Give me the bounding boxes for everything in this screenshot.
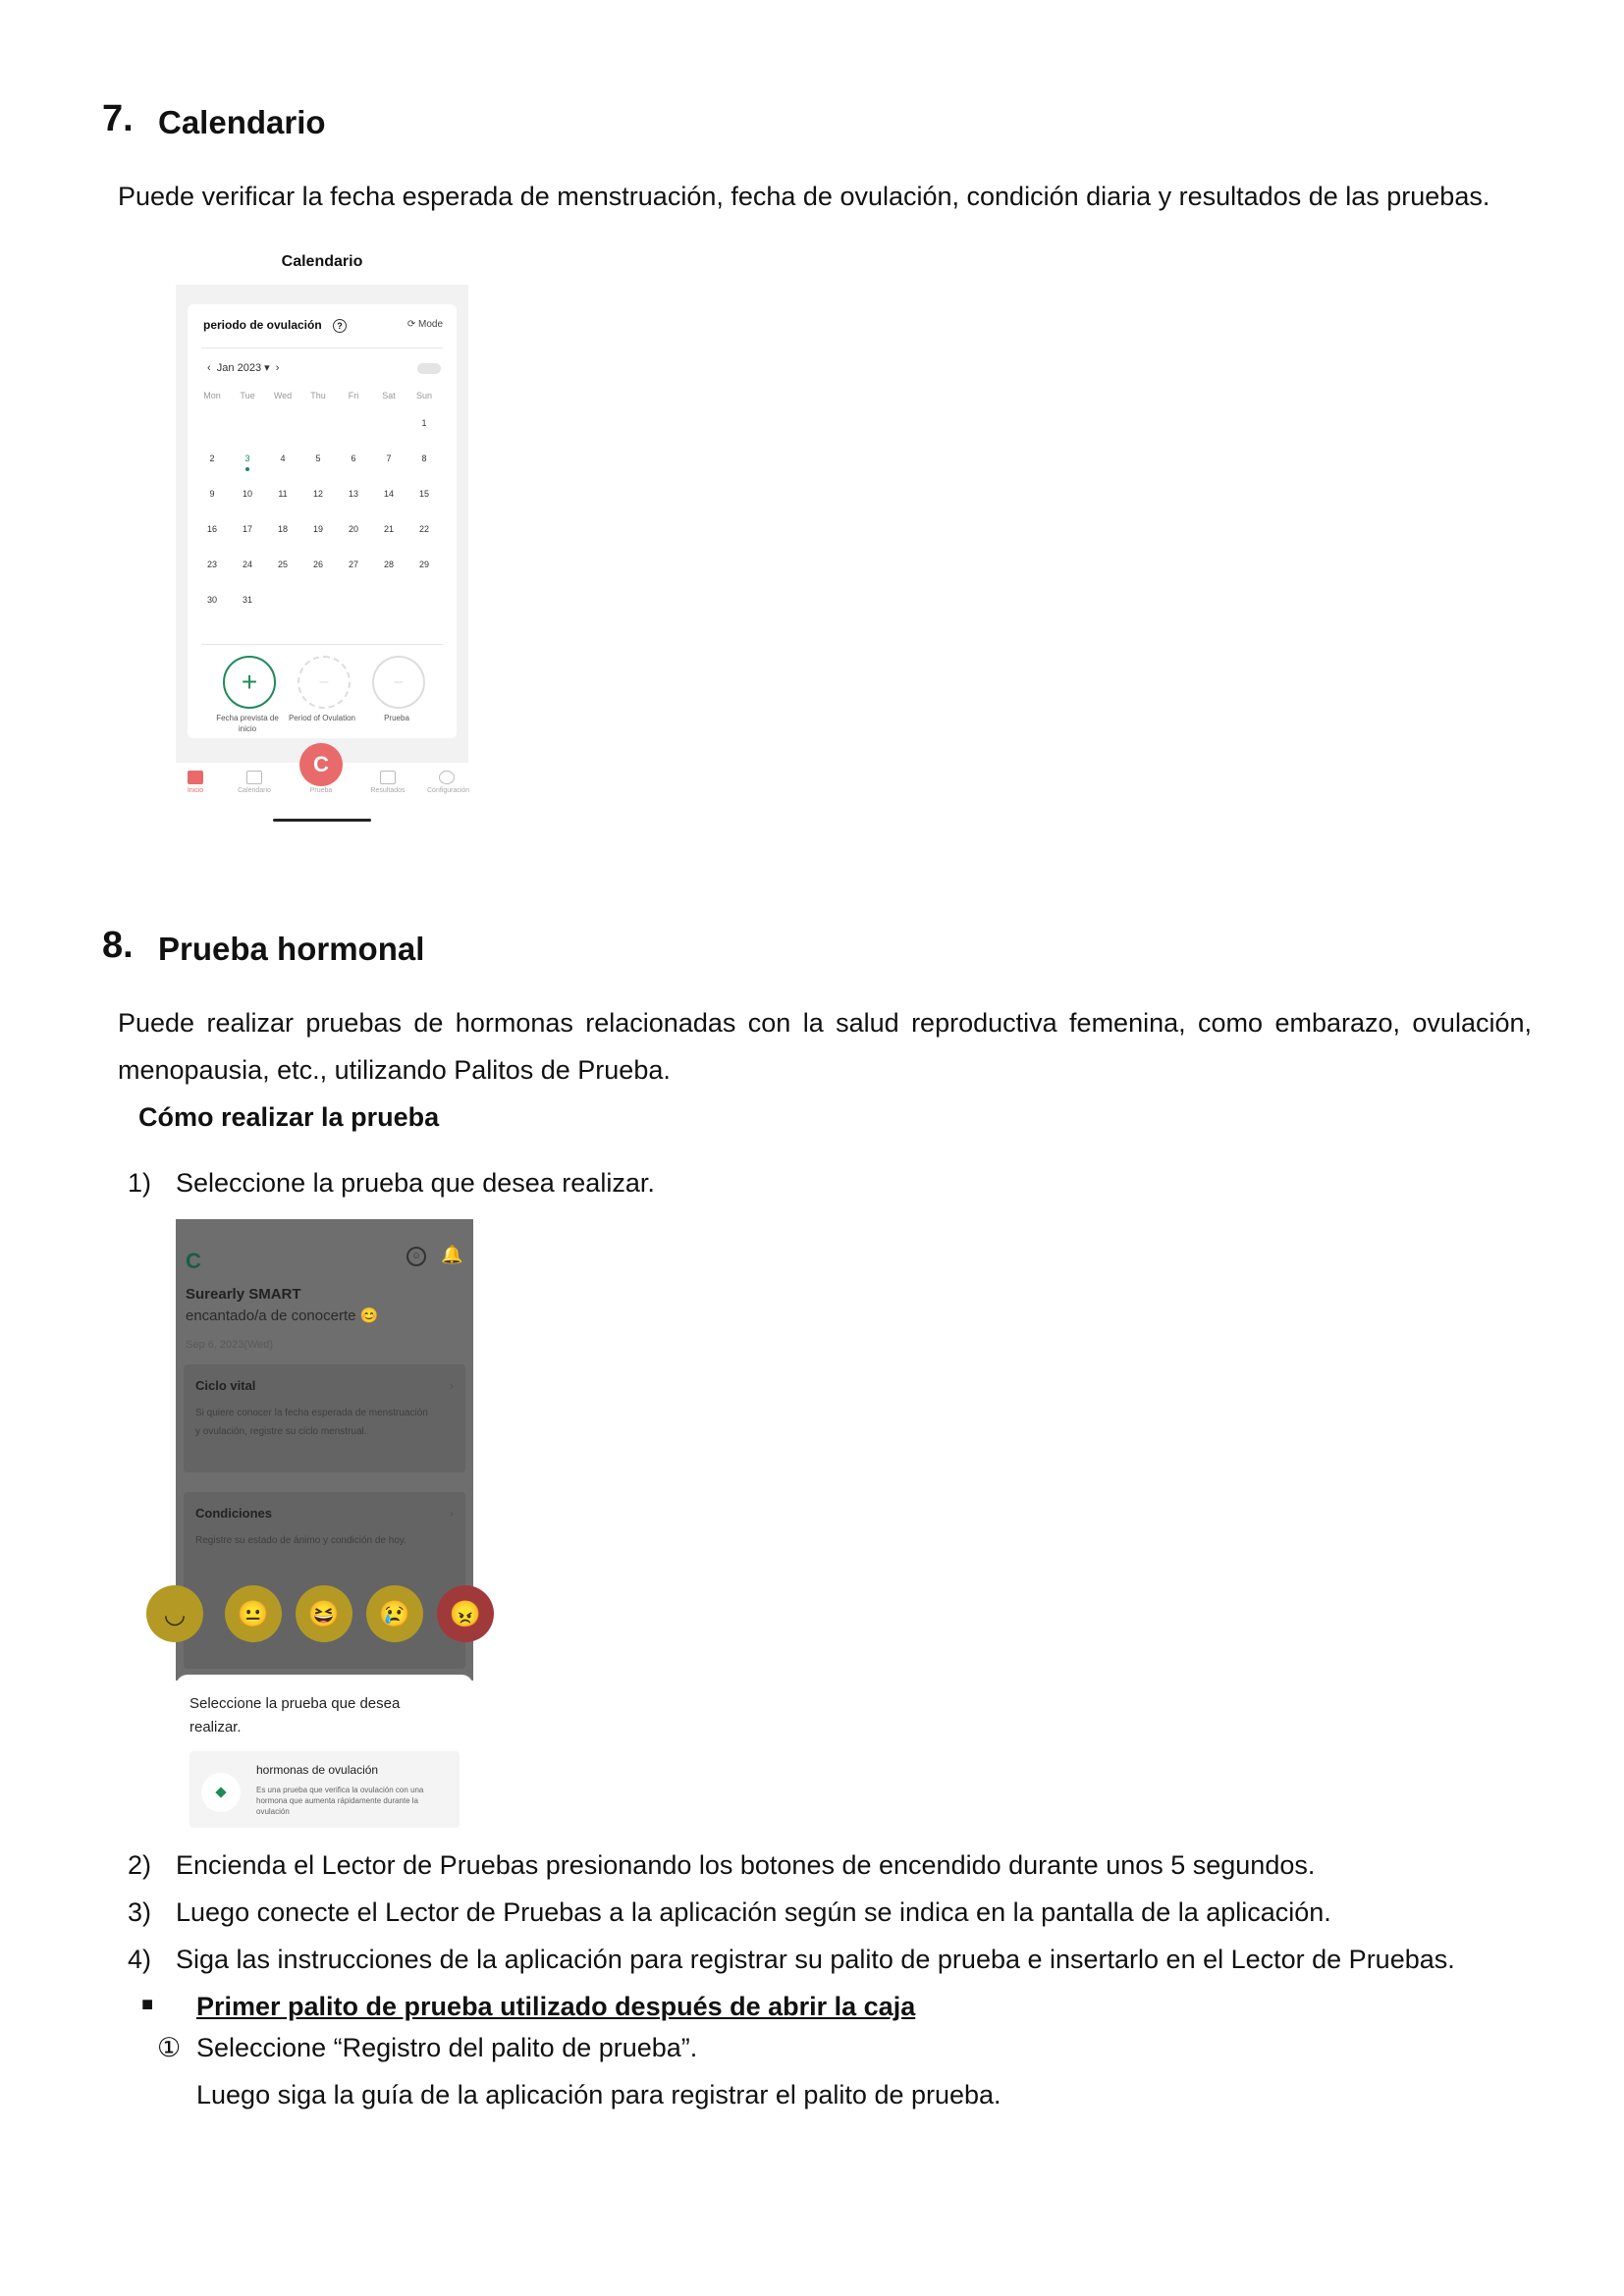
step-text: Encienda el Lector de Pruebas presionando los botones de encendido durante unos 5 segundos. [176,1850,1316,1880]
divider [201,644,443,645]
calendar-day[interactable]: 7 [386,454,392,463]
bar-chart-icon [380,771,396,784]
calendar-toggle[interactable] [417,363,441,374]
test-fab-button[interactable]: C [299,743,343,786]
section-7-number: 7. [102,98,134,139]
calendar-day[interactable]: 29 [418,560,429,569]
calendar-day[interactable]: 31 [242,595,252,605]
step-number: 2) [128,1850,152,1880]
calendar-day[interactable]: 14 [383,489,394,499]
calendar-day[interactable]: 24 [242,560,252,569]
tab-label: Calendario [238,787,271,794]
chevron-right-icon[interactable]: › [275,362,280,374]
calendar-screenshot [176,285,468,805]
month-selector[interactable] [207,361,279,374]
chevron-left-icon[interactable]: ‹ [207,362,211,374]
dimmed-home-screen [163,1219,482,1681]
calendar-icon [246,771,262,784]
calendar-day[interactable]: 15 [418,489,429,499]
tab-label: Configuración [427,787,470,794]
section-8-number: 8. [102,925,134,966]
ovulation-period-label: periodo de ovulación [203,318,322,332]
caret-down-icon[interactable]: ▾ [264,362,270,374]
calendar-day[interactable]: 27 [348,560,358,569]
ovulation-hormone-option[interactable] [189,1751,460,1828]
home-indicator [273,819,371,822]
first-stick-heading: Primer palito de prueba utilizado después de abrir la caja [196,1992,916,2021]
step-text: Siga las instrucciones de la aplicación para registrar su palito de prueba e insertarlo en el Lector de Pruebas. [176,1945,1455,1974]
tab-calendar[interactable] [235,771,274,794]
ovulation-period-header [203,318,347,333]
calendar-day[interactable]: 19 [312,524,323,534]
mode-button[interactable]: ⟳ Mode [406,319,443,330]
calendar-day[interactable]: 5 [315,454,321,463]
chevron-right-icon: › [449,1506,454,1521]
calendar-day[interactable]: 16 [206,524,217,534]
card-title: Condiciones [195,1506,273,1521]
calendar-screen-title: Calendario [281,253,363,270]
calendar-day[interactable]: 10 [242,489,252,499]
calendar-day[interactable]: 12 [312,489,323,499]
add-period-start-button[interactable]: + [223,656,276,709]
tab-settings[interactable] [427,771,470,794]
step-text: Luego conecte el Lector de Pruebas a la aplicación según se indica en la pantalla de la aplicación. [176,1897,1331,1927]
bell-icon[interactable]: 🔔 [441,1245,463,1264]
calendar-day[interactable]: 8 [421,454,427,463]
weekday-label: Fri [348,391,359,400]
sad-face-icon[interactable]: 😢 [366,1585,423,1642]
conditions-card[interactable] [184,1492,465,1669]
how-to-test-heading: Cómo realizar la prueba [138,1102,440,1132]
chevron-right-icon: › [449,1378,454,1393]
circled-one-marker: ① [157,2033,182,2062]
test-selection-screenshot [163,1219,482,1830]
tab-label: Inicio [187,787,204,794]
tab-label: Resultados [370,787,406,794]
weekday-label: Mon [203,391,221,400]
user-icon[interactable]: ☺ [406,1247,426,1266]
greeting: encantado/a de conocerte 😊 [186,1308,379,1324]
calendar-day[interactable]: 23 [206,560,217,569]
step-number: 1) [128,1168,152,1198]
section-7-title: Calendario [158,104,326,140]
step-number: 4) [128,1945,152,1974]
calendar-day[interactable]: 20 [348,524,358,534]
calendar-day[interactable]: 13 [348,489,358,499]
step-number: 3) [128,1897,152,1927]
bullet-square-icon: ■ [141,1994,154,2015]
weekday-label: Sat [382,391,396,400]
step-text: Seleccione la prueba que desea realizar. [176,1168,655,1198]
calendar-day[interactable]: 17 [242,524,252,534]
test-selection-sheet [176,1675,473,1830]
option-title: hormonas de ovulación [256,1763,379,1777]
section-8-title: Prueba hormonal [158,931,425,967]
weekday-label: Thu [310,391,326,400]
substep-line-1: Seleccione “Registro del palito de prueba”. [196,2033,698,2062]
calendar-day[interactable]: 28 [383,560,394,569]
card-body: Registre su estado de ánimo y condición de hoy. [195,1535,406,1546]
ovulation-period-button[interactable]: – [298,656,351,709]
tab-home[interactable] [176,771,215,794]
calendar-day[interactable]: 22 [418,524,429,534]
calendar-day[interactable]: 30 [206,595,217,605]
substep-line-2: Luego siga la guía de la aplicación para registrar el palito de prueba. [196,2080,1001,2109]
test-label: Prueba [384,714,409,722]
neutral-face-icon[interactable]: 😐 [225,1585,282,1642]
tab-results[interactable] [368,771,407,794]
month-label: Jan 2023 [216,362,262,374]
calendar-day[interactable]: 26 [312,560,323,569]
today-dot [245,467,249,471]
section-8-description: Puede realizar pruebas de hormonas relacionadas con la salud reproductiva femenina, como embarazo, ovulación, menopausia, etc., utilizando Palitos de Prueba. [118,1008,1532,1085]
laughing-face-icon[interactable]: 😆 [296,1585,352,1642]
period-start-label: Fecha prevista de inicio [216,714,279,733]
ovulation-icon [201,1773,241,1812]
section-7-description: Puede verificar la fecha esperada de menstruación, fecha de ovulación, condición diaria y resultados de las pruebas. [118,182,1490,211]
home-icon [188,771,203,784]
calendar-day[interactable]: 25 [277,560,288,569]
calendar-day[interactable]: 4 [280,454,286,463]
mood-emoji-icon[interactable]: ◡ [146,1585,203,1642]
calendar-day-today[interactable]: 3 [244,454,250,463]
life-cycle-card[interactable] [184,1364,465,1472]
divider [201,347,443,348]
angry-face-icon[interactable]: 😠 [437,1585,494,1642]
weekday-label: Wed [273,391,293,400]
option-description: Es una prueba que verifica la ovulación con una hormona que aumenta rápidamente durante la ovulación [256,1786,424,1816]
app-brand: Surearly SMART [186,1286,301,1303]
calendar-day[interactable]: 9 [209,489,215,499]
current-date: Sep 6, 2023(Wed) [186,1339,274,1351]
weekday-label: Tue [240,391,255,400]
sheet-title: Seleccione la prueba que desea realizar. [189,1695,401,1735]
card-body: Si quiere conocer la fecha esperada de menstruación y ovulación, registre su ciclo menstrual. [195,1408,428,1437]
app-logo: C [186,1249,201,1273]
gear-icon [439,771,455,784]
calendar-day[interactable]: 1 [421,418,427,428]
test-button[interactable]: – [372,656,425,709]
card-title: Ciclo vital [195,1378,256,1393]
calendar-day[interactable]: 21 [383,524,394,534]
calendar-day[interactable]: 18 [277,524,288,534]
help-icon[interactable]: ? [333,319,347,333]
calendar-card [188,304,457,738]
calendar-day[interactable]: 2 [209,454,215,463]
tab-label: Prueba [309,787,333,794]
calendar-day[interactable]: 11 [278,489,288,499]
ovulation-label: Period of Ovulation [288,714,356,722]
calendar-day[interactable]: 6 [351,454,356,463]
weekday-label: Sun [415,391,432,400]
